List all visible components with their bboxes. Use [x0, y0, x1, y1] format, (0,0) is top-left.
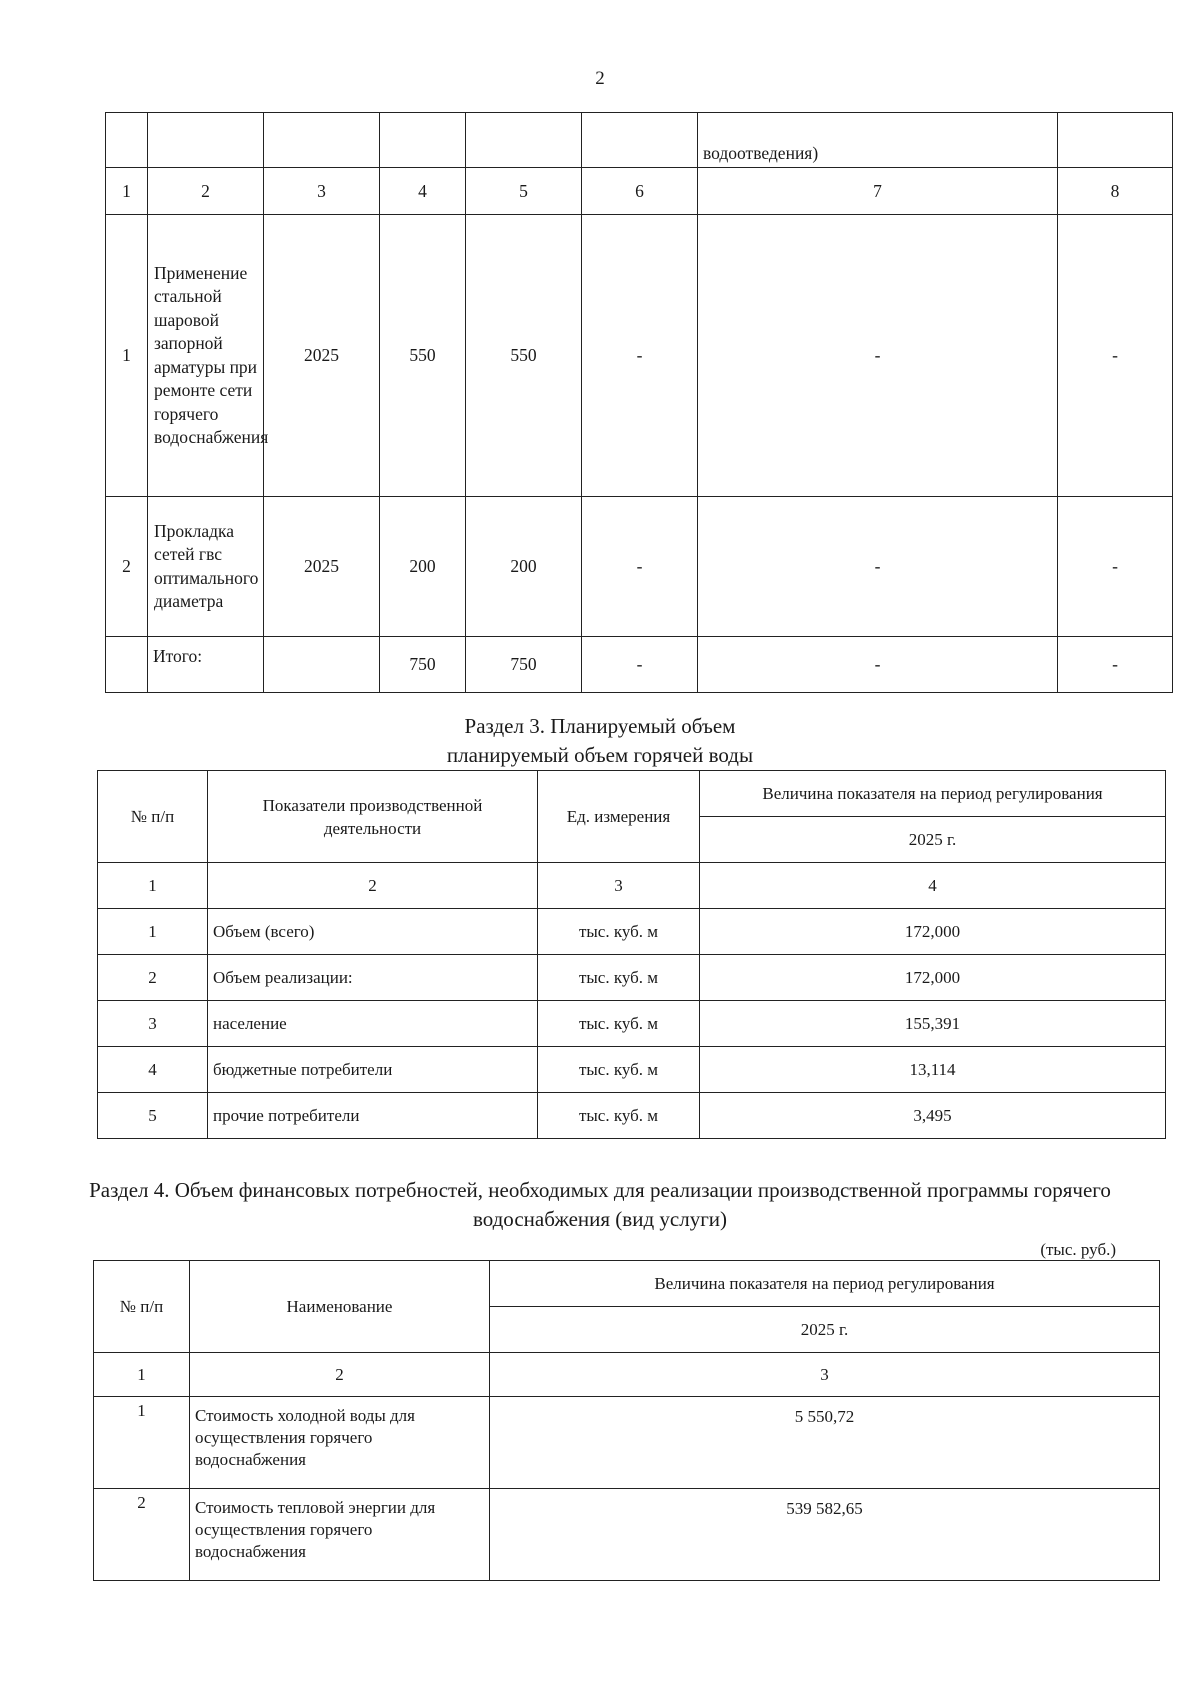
value-cell: - [1058, 497, 1173, 637]
header-cell [380, 113, 466, 168]
value-cell: - [1058, 215, 1173, 497]
row-number [106, 637, 148, 693]
header-cell [582, 113, 698, 168]
column-number-row [98, 863, 1166, 909]
unit-cell: тыс. куб. м [538, 1001, 700, 1047]
cost-item-name: Стоимость тепловой энергии для осуществления горячего водоснабжения [190, 1489, 490, 1581]
value-cell: - [698, 637, 1058, 693]
column-number-row [94, 1353, 1160, 1397]
value-cell: 550 [380, 215, 466, 497]
row-number: 1 [98, 909, 208, 955]
num-header: № п/п [94, 1261, 190, 1353]
header-cell [106, 113, 148, 168]
column-number: 5 [466, 168, 582, 215]
section3-title-line1: Раздел 3. Планируемый объем [464, 714, 736, 738]
year-cell: 2025 [264, 497, 380, 637]
name-header: Наименование [190, 1261, 490, 1353]
indicator-name: прочие потребители [208, 1093, 538, 1139]
row-number: 4 [98, 1047, 208, 1093]
value-cell: 750 [380, 637, 466, 693]
value-cell: - [582, 637, 698, 693]
indicator-name: население [208, 1001, 538, 1047]
indicator-header: Показатели производственной деятельности [208, 771, 538, 863]
column-number: 1 [94, 1353, 190, 1397]
column-number: 1 [106, 168, 148, 215]
indicator-name: Объем реализации: [208, 955, 538, 1001]
total-row [106, 637, 1173, 693]
row-number: 5 [98, 1093, 208, 1139]
table-row [98, 1093, 1166, 1139]
unit-header: Ед. измерения [538, 771, 700, 863]
measure-name: Применение стальной шаровой запорной арматуры при ремонте сети горячего водоснабжения [148, 215, 264, 497]
value-cell: - [582, 497, 698, 637]
table-header-row [98, 771, 1166, 817]
year-header: 2025 г. [490, 1307, 1160, 1353]
year-header: 2025 г. [700, 817, 1166, 863]
table-row [106, 215, 1173, 497]
header-fragment-cell: водоотведения) [698, 113, 1058, 168]
value-cell: 5 550,72 [490, 1397, 1160, 1489]
column-number: 3 [490, 1353, 1160, 1397]
num-header: № п/п [98, 771, 208, 863]
table-header-row [94, 1261, 1160, 1307]
value-cell: - [582, 215, 698, 497]
section3-title-line2: планируемый объем горячей воды [446, 743, 754, 767]
indicator-name: бюджетные потребители [208, 1047, 538, 1093]
column-number: 1 [98, 863, 208, 909]
row-number: 2 [106, 497, 148, 637]
financial-needs-table [93, 1260, 1160, 1581]
year-cell: 2025 [264, 215, 380, 497]
investment-measures-table-continued [105, 112, 1173, 693]
total-label: Итого: [148, 637, 264, 693]
column-number: 3 [538, 863, 700, 909]
column-number: 4 [380, 168, 466, 215]
table-header-fragment-row [106, 113, 1173, 168]
column-number: 2 [148, 168, 264, 215]
measure-name: Прокладка сетей гвс оптимального диаметра [148, 497, 264, 637]
value-cell: 13,114 [700, 1047, 1166, 1093]
value-cell: 172,000 [700, 909, 1166, 955]
column-number: 4 [700, 863, 1166, 909]
value-cell: - [698, 215, 1058, 497]
year-cell [264, 637, 380, 693]
value-header: Величина показателя на период регулирования [490, 1261, 1160, 1307]
row-number: 2 [98, 955, 208, 1001]
table-row [98, 909, 1166, 955]
value-cell: 750 [466, 637, 582, 693]
row-number: 1 [94, 1397, 190, 1489]
value-cell: - [1058, 637, 1173, 693]
row-number: 2 [94, 1489, 190, 1581]
column-number: 7 [698, 168, 1058, 215]
header-cell [1058, 113, 1173, 168]
table-row [106, 497, 1173, 637]
value-cell: 3,495 [700, 1093, 1166, 1139]
table-row [94, 1397, 1160, 1489]
value-cell: 155,391 [700, 1001, 1166, 1047]
unit-cell: тыс. куб. м [538, 1047, 700, 1093]
header-cell [264, 113, 380, 168]
value-cell: 172,000 [700, 955, 1166, 1001]
cost-item-name: Стоимость холодной воды для осуществления горячего водоснабжения [190, 1397, 490, 1489]
header-cell [466, 113, 582, 168]
value-cell: 200 [380, 497, 466, 637]
header-cell [148, 113, 264, 168]
column-number: 6 [582, 168, 698, 215]
column-number: 8 [1058, 168, 1173, 215]
column-number: 2 [208, 863, 538, 909]
units-note: (тыс. руб.) [1040, 1240, 1116, 1259]
table-row [98, 955, 1166, 1001]
value-cell: - [698, 497, 1058, 637]
page-number: 2 [595, 68, 605, 89]
indicator-name: Объем (всего) [208, 909, 538, 955]
table-row [98, 1047, 1166, 1093]
value-cell: 550 [466, 215, 582, 497]
column-number: 3 [264, 168, 380, 215]
row-number: 1 [106, 215, 148, 497]
section4-title: Раздел 4. Объем финансовых потребностей, необходимых для реализации производственной программы горячего водоснабжения (вид услуги) [89, 1178, 1111, 1231]
planned-volume-table [97, 770, 1166, 1139]
table-row [94, 1489, 1160, 1581]
section3-title [0, 712, 1200, 770]
unit-cell: тыс. куб. м [538, 955, 700, 1001]
row-number: 3 [98, 1001, 208, 1047]
value-cell: 200 [466, 497, 582, 637]
value-header: Величина показателя на период регулирования [700, 771, 1166, 817]
column-number: 2 [190, 1353, 490, 1397]
unit-cell: тыс. куб. м [538, 909, 700, 955]
column-number-row [106, 168, 1173, 215]
unit-cell: тыс. куб. м [538, 1093, 700, 1139]
table-row [98, 1001, 1166, 1047]
value-cell: 539 582,65 [490, 1489, 1160, 1581]
